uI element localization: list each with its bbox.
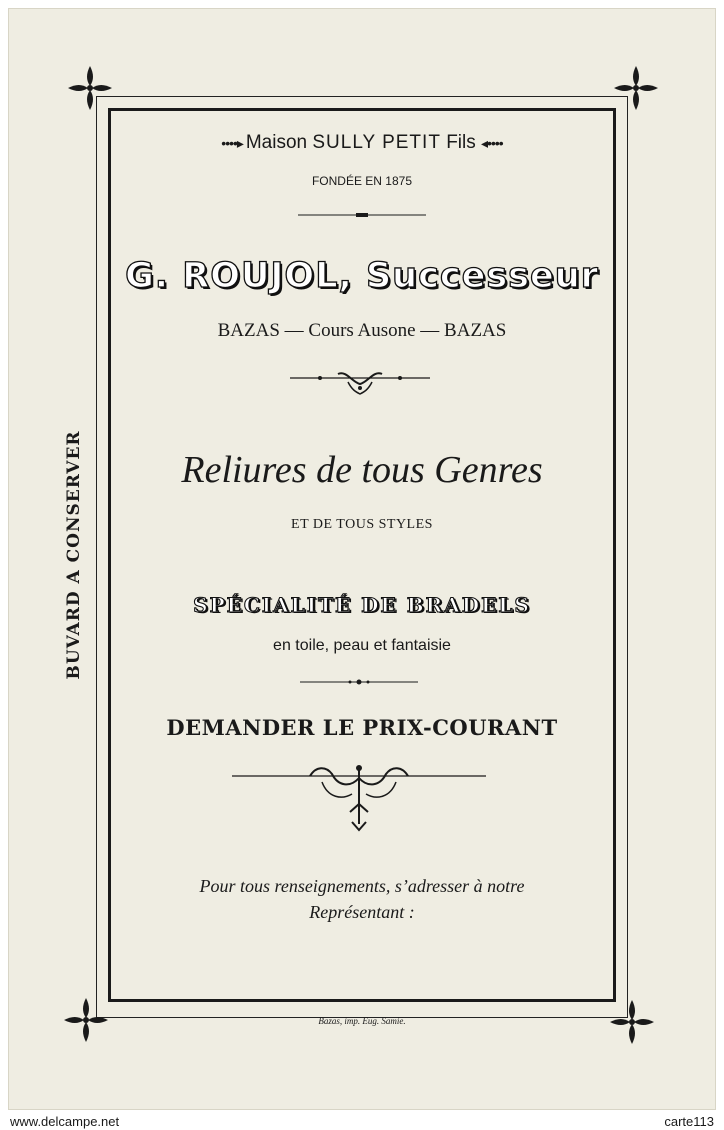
successor-name: G. ROUJOL, Successeur xyxy=(125,256,599,296)
scroll-ornament-1 xyxy=(290,368,430,398)
house-name: SULLY PETIT xyxy=(312,132,441,153)
rule-separator-2 xyxy=(300,677,418,687)
corner-ornament-top-left xyxy=(64,62,116,114)
headline: Reliures de tous Genres xyxy=(181,449,543,491)
sub-headline: ET DE TOUS STYLES xyxy=(291,517,433,532)
founded-line: FONDÉE EN 1875 xyxy=(311,174,413,188)
inner-frame xyxy=(108,108,616,1002)
corner-ornament-bottom-left xyxy=(60,994,112,1046)
house-suffix: Fils xyxy=(446,132,476,153)
specialty-title: SPÉCIALITÉ DE BRADELS xyxy=(193,593,531,617)
rule-separator-1 xyxy=(298,210,426,220)
house-line xyxy=(108,132,616,154)
scroll-ornament-2 xyxy=(232,764,486,840)
side-vertical-text: BUVARD A CONSERVER xyxy=(64,430,84,680)
footer-watermark-right: carte113 xyxy=(664,1114,714,1129)
address-line: BAZAS — Cours Ausone — BAZAS xyxy=(217,320,507,341)
info-line-1: Pour tous renseignements, s’adresser à notre xyxy=(199,876,525,896)
house-prefix: Maison xyxy=(245,132,308,153)
info-line-2: Représentant : xyxy=(309,902,415,922)
specialty-detail: en toile, peau et fantaisie xyxy=(273,637,451,654)
corner-ornament-bottom-right xyxy=(606,996,658,1048)
footer-watermark-left: www.delcampe.net xyxy=(10,1114,120,1129)
corner-ornament-top-right xyxy=(610,62,662,114)
right-dash-ornament: ◂•••• xyxy=(481,135,503,151)
price-request: DEMANDER LE PRIX-COURANT xyxy=(166,715,558,740)
left-dash-ornament: ••••▸ xyxy=(221,135,246,151)
printer-credit: Bazas, imp. Eug. Samie. xyxy=(318,1016,406,1026)
info-text xyxy=(108,873,616,925)
